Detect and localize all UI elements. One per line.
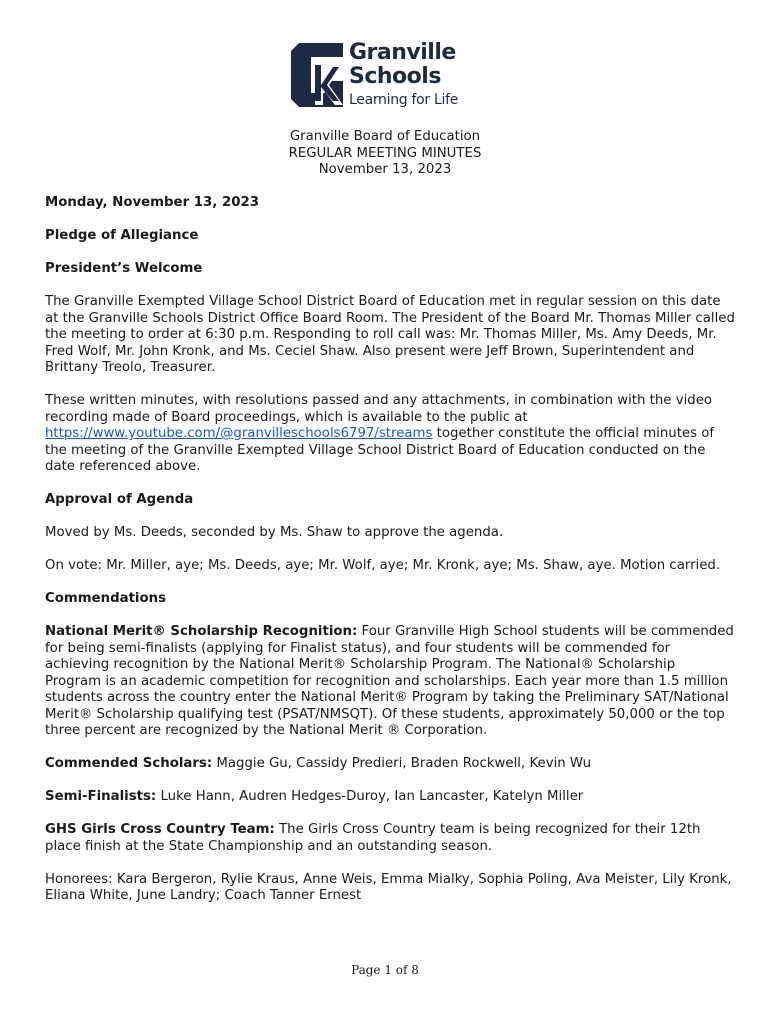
document-header bbox=[0, 129, 770, 179]
agenda-heading: Approval of Agenda bbox=[45, 492, 194, 507]
cross-country-paragraph bbox=[45, 822, 735, 855]
minutes-statement-text-cont: together constitute the official minutes of the meeting of the Granville Exempted Village School District Board of Education conducted on the date referenced above. bbox=[45, 426, 715, 474]
commended-paragraph bbox=[45, 756, 735, 773]
merit-paragraph bbox=[45, 624, 735, 740]
youtube-streams-link[interactable]: https://www.youtube.com/@granvilleschools6797/streams bbox=[45, 426, 433, 441]
agenda-vote: On vote: Mr. Miller, aye; Ms. Deeds, aye; Mr. Wolf, aye; Mr. Kronk, aye; Ms. Shaw, aye. Motion carried. bbox=[45, 558, 721, 573]
minutes-statement-paragraph bbox=[45, 393, 735, 476]
commendations-heading: Commendations bbox=[45, 591, 167, 606]
agenda-motion: Moved by Ms. Deeds, seconded by Ms. Shaw to approve the agenda. bbox=[45, 525, 504, 540]
merit-text: Four Granville High School students will be commended for being semi-finalists (applying for Finalist status), and four students will be commended for achieving recognition by the National Merit® Scholarship Program. The National® Scholarship Program is an academic competition for recognition and scholarships. Each year more than 1.5 million students across the country enter the National Merit® Program by taking the Preliminary SAT/National Merit® Scholarship qualifying test (PSAT/NMSQT). Of these students, approximately 50,000 or the top three percent are recognized by the National Merit ® Corporation. bbox=[45, 624, 734, 738]
semifinalists-names: Luke Hann, Audren Hedges-Duroy, Ian Lancaster, Katelyn Miller bbox=[156, 789, 584, 804]
welcome-heading: President’s Welcome bbox=[45, 261, 203, 276]
meeting-date: November 13, 2023 bbox=[318, 162, 452, 177]
logo-name-line2: Schools bbox=[349, 64, 441, 89]
cross-country-label: GHS Girls Cross Country Team: bbox=[45, 822, 275, 837]
document-title: REGULAR MEETING MINUTES bbox=[288, 145, 482, 161]
commended-names: Maggie Gu, Cassidy Predieri, Braden Rockwell, Kevin Wu bbox=[212, 756, 592, 771]
document-body bbox=[45, 195, 735, 921]
semifinalists-label: Semi-Finalists: bbox=[45, 789, 157, 804]
minutes-statement-text: These written minutes, with resolutions passed and any attachments, in combination with the video recording made of Board proceedings, which is available to the public at bbox=[45, 393, 713, 425]
granville-schools-logo bbox=[291, 40, 481, 112]
logo-mark-icon bbox=[291, 43, 343, 107]
pledge-heading: Pledge of Allegiance bbox=[45, 228, 199, 243]
logo-name-line1: Granville bbox=[349, 40, 456, 65]
merit-label: National Merit® Scholarship Recognition: bbox=[45, 624, 358, 639]
date-heading: Monday, November 13, 2023 bbox=[45, 195, 259, 210]
commended-label: Commended Scholars: bbox=[45, 756, 213, 771]
welcome-paragraph: The Granville Exempted Village School District Board of Education met in regular session on this date at the Granville Schools District Office Board Room. The President of the Board Mr. Thomas Miller called the meeting to order at 6:30 p.m. Responding to roll call was: Mr. Thomas Miller, Ms. Amy Deeds, Mr. Fred Wolf, Mr. John Kronk, and Ms. Ceciel Shaw. Also present were Jeff Brown, Superintendent and Brittany Treolo, Treasurer. bbox=[45, 294, 735, 375]
board-name: Granville Board of Education bbox=[289, 129, 481, 144]
semifinalists-paragraph bbox=[45, 789, 735, 806]
logo-tagline: Learning for Life bbox=[349, 92, 459, 108]
cross-country-text: The Girls Cross Country team is being recognized for their 12th place finish at the State Championship and an outstanding season. bbox=[45, 822, 701, 854]
honorees-paragraph: Honorees: Kara Bergeron, Rylie Kraus, Anne Weis, Emma Mialky, Sophia Poling, Ava Meister, Lily Kronk, Eliana White, June Landry; Coach Tanner Ernest bbox=[45, 871, 732, 903]
page-number: Page 1 of 8 bbox=[351, 963, 419, 977]
